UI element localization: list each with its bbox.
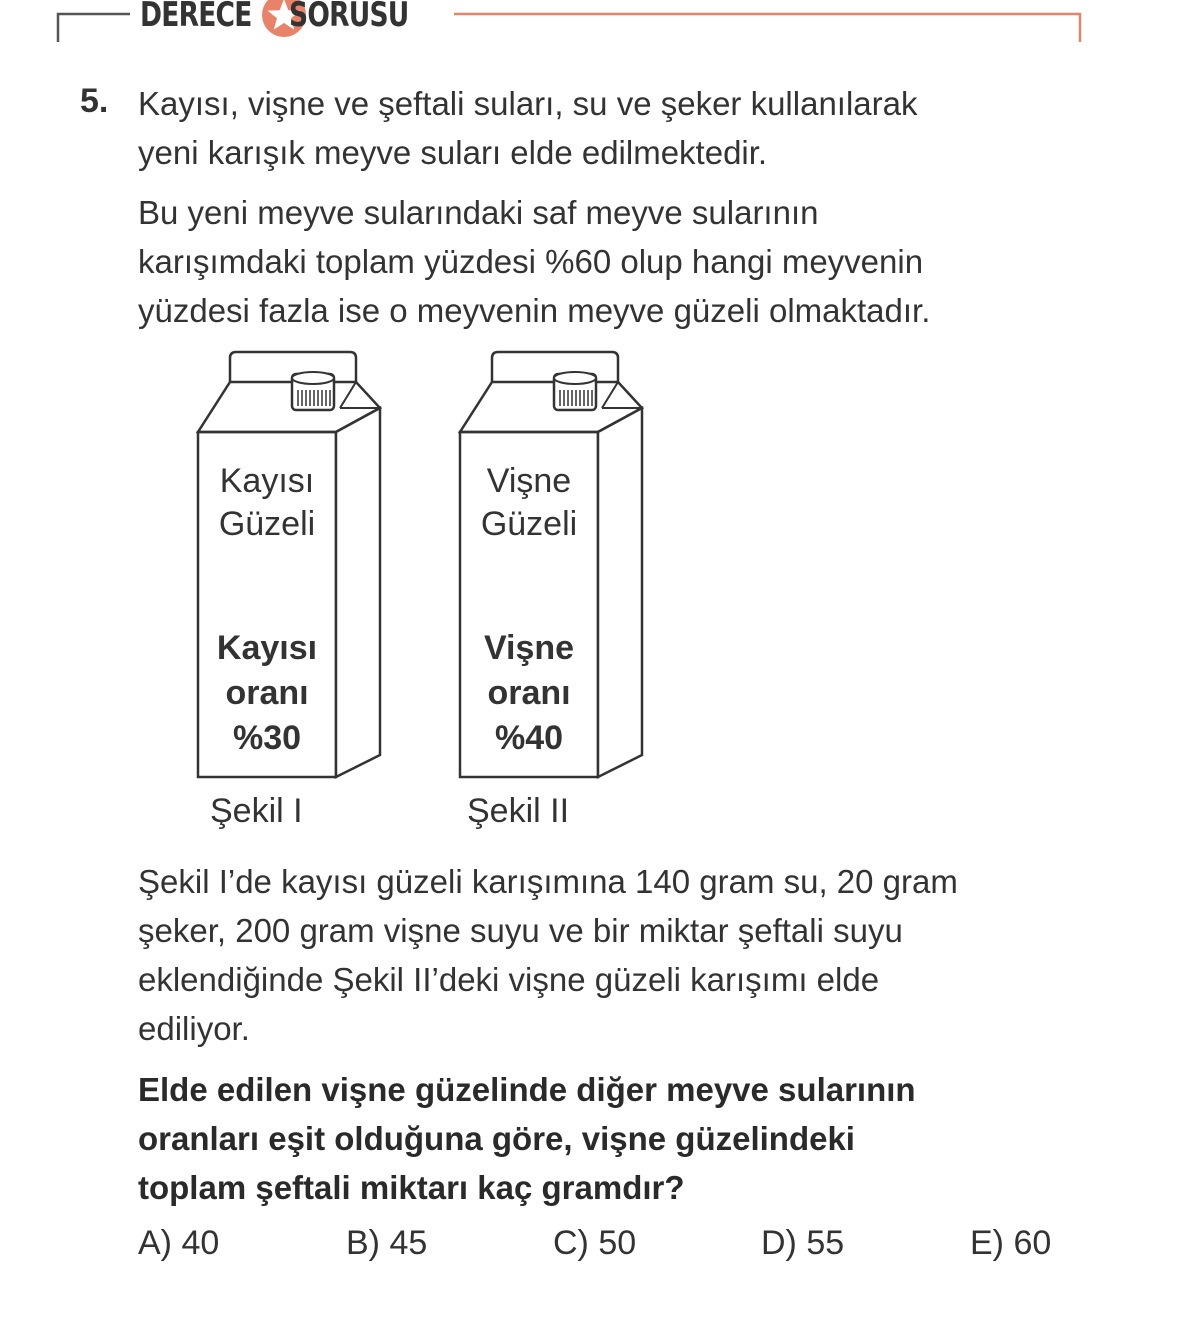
question-rule [138, 188, 1098, 335]
answer-options [138, 1224, 1068, 1274]
option-a[interactable]: A) 40 [138, 1224, 220, 1262]
carton-ratio-line: Kayısı [216, 629, 318, 667]
carton-sekil-1 [190, 350, 390, 790]
carton-name-line: Kayısı [219, 462, 315, 500]
question-ask [138, 1065, 1098, 1212]
figure-area [0, 340, 700, 840]
option-d[interactable]: D) 55 [761, 1224, 845, 1262]
carton-ratio-line: Vişne [483, 629, 575, 667]
carton-ratio-value: %30 [232, 719, 302, 757]
option-c[interactable]: C) 50 [553, 1224, 637, 1262]
text-line: Bu yeni meyve sularındaki saf meyve sularının [138, 194, 819, 231]
text-line: eklendiğinde Şekil II’deki vişne güzeli karışımı elde [138, 961, 880, 998]
option-b[interactable]: B) 45 [346, 1224, 428, 1262]
carton-ratio-line: oranı [487, 674, 571, 712]
figure-caption-1: Şekil I [210, 792, 303, 830]
text-line: şeker, 200 gram vişne suyu ve bir miktar şeftali suyu [138, 912, 903, 949]
carton-name-line: Vişne [486, 462, 572, 500]
question-number: 5. [80, 82, 109, 120]
header-word-derece: DERECE [140, 0, 252, 35]
text-line: Kayısı, vişne ve şeftali suları, su ve şeker kullanılarak [138, 85, 918, 122]
text-line: Elde edilen vişne güzelinde diğer meyve sularının [138, 1071, 916, 1108]
header-word-sorusu: SORUSU [289, 0, 409, 35]
header-title [140, 0, 454, 38]
carton-name-line: Güzeli [480, 505, 578, 543]
text-line: toplam şeftali miktarı kaç gramdır? [138, 1169, 685, 1206]
text-line: yeni karışık meyve suları elde edilmektedir. [138, 134, 768, 171]
carton-ratio-value: %40 [494, 719, 564, 757]
figure-caption-2: Şekil II [467, 792, 570, 830]
carton-sekil-2 [452, 350, 652, 790]
header-frame [0, 0, 1182, 60]
question-detail [138, 857, 1098, 1053]
carton-name-line: Güzeli [218, 505, 316, 543]
text-line: yüzdesi fazla ise o meyvenin meyve güzeli olmaktadır. [138, 292, 931, 329]
text-line: karışımdaki toplam yüzdesi %60 olup hangi meyvenin [138, 243, 924, 280]
text-line: Şekil I’de kayısı güzeli karışımına 140 gram su, 20 gram [138, 863, 958, 900]
option-e[interactable]: E) 60 [970, 1224, 1052, 1262]
text-line: ediliyor. [138, 1010, 250, 1047]
question-intro [138, 79, 1098, 177]
carton-ratio-line: oranı [225, 674, 309, 712]
text-line: oranları eşit olduğuna göre, vişne güzelindeki [138, 1120, 855, 1157]
